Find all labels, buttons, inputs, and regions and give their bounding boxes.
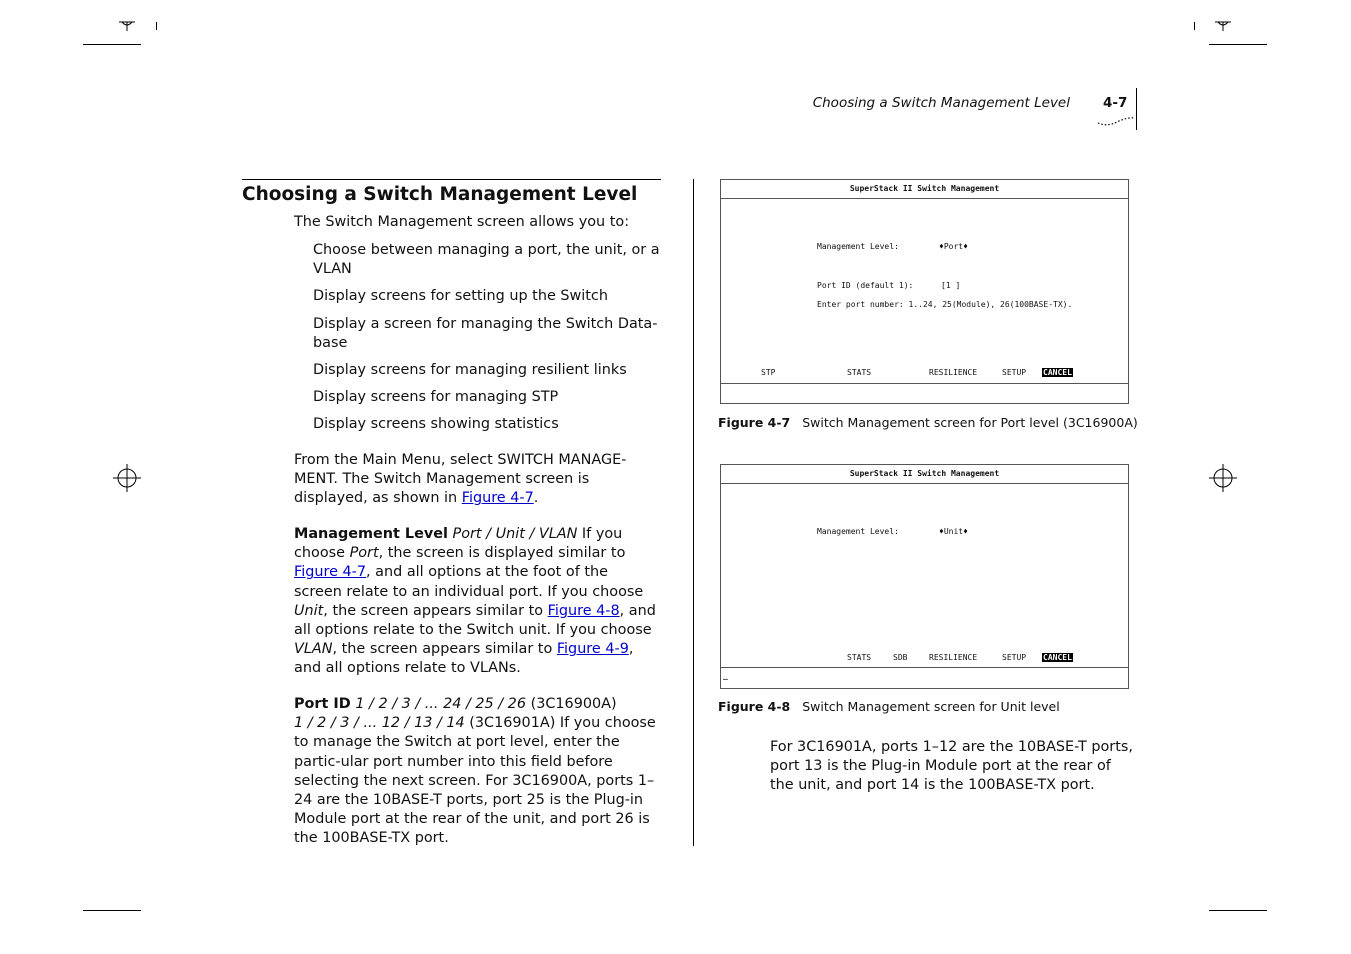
- figure-4-8-screen: [720, 464, 1129, 689]
- stats-button[interactable]: STATS: [847, 368, 872, 377]
- cancel-button[interactable]: CANCEL: [1043, 653, 1072, 662]
- resilience-button[interactable]: RESILIENCE: [929, 653, 978, 662]
- port-id-field[interactable]: [1 ]: [941, 281, 961, 290]
- management-level-paragraph: Management Level Port / Unit / VLAN If you choose Port, the screen is displayed similar to Figure 4-7, and all options at the foot of the screen relate to an individual port. If you choose Unit, the screen appears similar to Figure 4-8, and all options relate to the Switch unit. If you choose VLAN, the screen appears similar to Figure 4-9, and all options relate to VLANs.: [294, 526, 656, 677]
- command-prompt: _: [723, 671, 728, 680]
- port-id-label: Port ID (default 1):: [817, 281, 914, 290]
- stats-button[interactable]: STATS: [847, 653, 872, 662]
- screen-title: SuperStack II Switch Management: [849, 184, 1000, 193]
- intro-text: The Switch Management screen allows you to:: [294, 214, 630, 230]
- management-level-value[interactable]: ♦Unit♦: [939, 527, 968, 536]
- bullet-list: [313, 241, 663, 443]
- figure-4-9-link[interactable]: Figure 4-9: [556, 641, 629, 658]
- port-hint: Enter port number: 1..24, 25(Module), 26(100BASE-TX).: [817, 300, 1073, 309]
- list-item: Display screens showing statistics: [313, 416, 559, 433]
- list-item: Display a screen for managing the Switch Data-base: [313, 315, 658, 351]
- crosshair-mark-icon: [113, 464, 141, 492]
- section-heading: Choosing a Switch Management Level: [242, 184, 638, 205]
- list-item: Display screens for managing STP: [313, 389, 559, 406]
- figure-4-7-caption: Figure 4-7 Switch Management screen for Port level (3C16900A): [718, 415, 1138, 430]
- figure-4-8-link[interactable]: Figure 4-8: [547, 602, 620, 619]
- cancel-button[interactable]: CANCEL: [1043, 368, 1072, 377]
- port-id-paragraph: Port ID 1 / 2 / 3 / ... 24 / 25 / 26 (3C16900A) 1 / 2 / 3 / ... 12 / 13 / 14 (3C16901A) If you choose to manage the Switch at port level, enter the partic-ular port number into this field before selecting the next screen. For 3C16900A, ports 1–24 are the 10BASE-T ports, port 25 is the Plug-in Module port at the rear of the unit, and port 26 is the 100BASE-TX port.: [294, 696, 656, 847]
- main-menu-paragraph: From the Main Menu, select SWITCH MANAGE-MENT. The Switch Management screen is displayed, as shown in Figure 4-7.: [294, 452, 627, 507]
- list-item: Display screens for managing resilient links: [313, 362, 627, 379]
- setup-button[interactable]: SETUP: [1002, 653, 1027, 662]
- dotted-ornament-icon: [1097, 116, 1137, 128]
- column-divider: [693, 179, 694, 846]
- registration-mark-icon: [1213, 16, 1233, 32]
- figure-4-8-caption: Figure 4-8 Switch Management screen for Unit level: [718, 699, 1060, 714]
- list-item: Display screens for setting up the Switch: [313, 288, 608, 305]
- note-paragraph: For 3C16901A, ports 1–12 are the 10BASE-T ports, port 13 is the Plug-in Module port at the rear of the unit, and port 14 is the 100BASE-TX port.: [770, 739, 1133, 794]
- management-level-value[interactable]: ♦Port♦: [939, 242, 968, 251]
- figure-4-7-link[interactable]: Figure 4-7: [461, 490, 534, 507]
- setup-button[interactable]: SETUP: [1002, 368, 1027, 377]
- page-number: 4-7: [1103, 95, 1128, 111]
- resilience-button[interactable]: RESILIENCE: [929, 368, 978, 377]
- figure-4-7-link[interactable]: Figure 4-7: [294, 564, 367, 581]
- registration-mark-icon: [117, 16, 137, 32]
- running-header: Choosing a Switch Management Level: [812, 95, 1070, 111]
- figure-4-7-screen: [720, 179, 1129, 404]
- stp-button[interactable]: STP: [761, 368, 776, 377]
- sdb-button[interactable]: SDB: [893, 653, 908, 662]
- list-item: Choose between managing a port, the unit, or a VLAN: [313, 242, 660, 278]
- crosshair-mark-icon: [1209, 464, 1237, 492]
- screen-title: SuperStack II Switch Management: [849, 469, 1000, 478]
- management-level-label: Management Level:: [817, 242, 899, 251]
- management-level-label: Management Level:: [817, 527, 899, 536]
